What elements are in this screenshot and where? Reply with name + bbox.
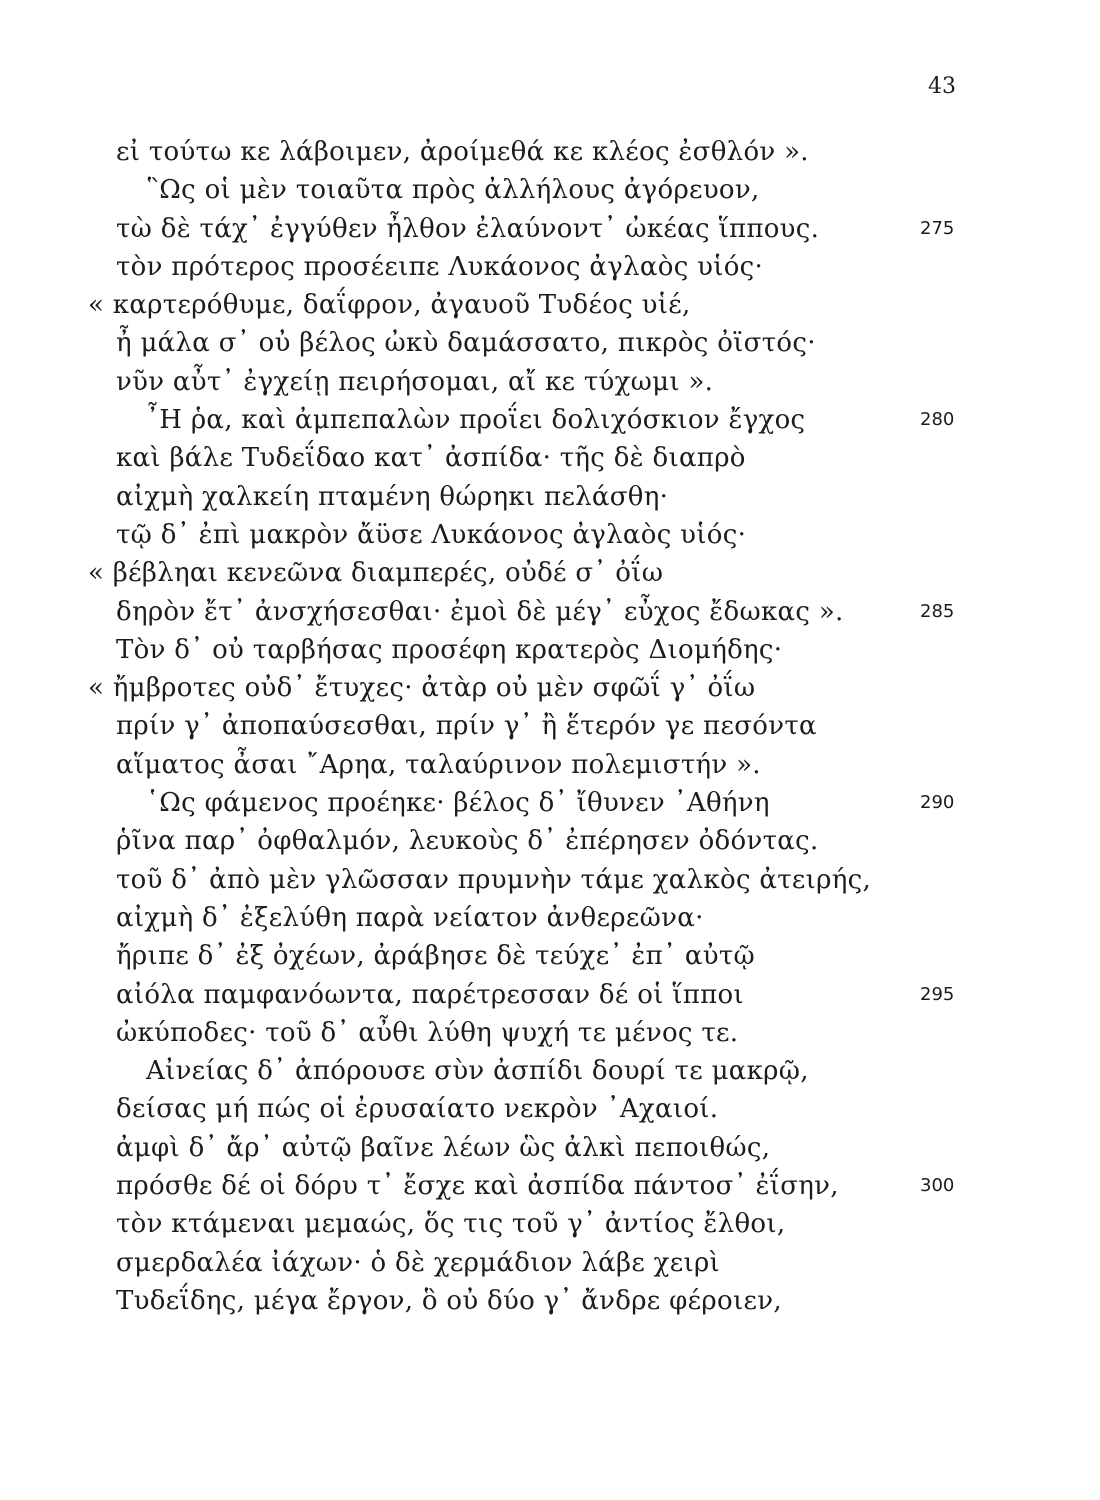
verse-text: Τὸν δ᾽ οὐ ταρβήσας προσέφη κρατερὸς Διομήδης· <box>116 634 783 665</box>
verse-line <box>0 324 1100 362</box>
line-number: 290 <box>920 792 955 814</box>
verse-text: νῦν αὖτ᾽ ἐγχείῃ πειρήσομαι, αἴ κε τύχωμι ». <box>116 366 714 397</box>
verse-line <box>0 937 1100 975</box>
verse-line <box>0 593 1100 631</box>
verse-line <box>0 631 1100 669</box>
verse-text: τῷ δ᾽ ἐπὶ μακρὸν ἄϋσε Λυκάονος ἀγλαὸς υἱός· <box>116 519 747 550</box>
verse-text: Αἰνείας δ᾽ ἀπόρουσε σὺν ἀσπίδι δουρί τε μακρῷ, <box>146 1056 809 1087</box>
verse-line <box>0 171 1100 209</box>
verse-line <box>0 363 1100 401</box>
verse-text: αἰχμὴ δ᾽ ἐξελύθη παρὰ νείατον ἀνθερεῶνα· <box>116 902 704 933</box>
verse-line <box>0 784 1100 822</box>
verse-line <box>0 669 1100 707</box>
verse-line <box>0 248 1100 286</box>
line-number: 295 <box>920 983 955 1005</box>
line-number: 275 <box>920 217 955 239</box>
verse-line <box>0 899 1100 937</box>
verse-text: τὸν κτάμεναι μεμαώς, ὅς τις τοῦ γ᾽ ἀντίος ἔλθοι, <box>116 1209 786 1240</box>
page-number: 43 <box>928 74 956 99</box>
verse-line <box>0 401 1100 439</box>
verse-line <box>0 1052 1100 1090</box>
verse-text: ἀμφὶ δ᾽ ἄρ᾽ αὐτῷ βαῖνε λέων ὣς ἀλκὶ πεποιθώς, <box>116 1132 771 1163</box>
verse-line <box>0 822 1100 860</box>
verse-text: καὶ βάλε Τυδεΐδαο κατ᾽ ἀσπίδα· τῆς δὲ διαπρὸ <box>116 443 746 474</box>
verse-text-block <box>0 133 1100 1320</box>
verse-line <box>0 707 1100 745</box>
verse-text: « καρτερόθυμε, δαΐφρον, ἀγαυοῦ Τυδέος υἱέ, <box>88 290 691 321</box>
verse-text: ῝Ως οἱ μὲν τοιαῦτα πρὸς ἀλλήλους ἀγόρευον, <box>146 175 760 206</box>
verse-text: αἰχμὴ χαλκείη πταμένη θώρηκι πελάσθη· <box>116 481 669 512</box>
verse-line <box>0 478 1100 516</box>
verse-text: ῥῖνα παρ᾽ ὀφθαλμόν, λευκοὺς δ᾽ ἐπέρησεν ὀδόντας. <box>116 826 819 857</box>
verse-line <box>0 1014 1100 1052</box>
verse-line <box>0 976 1100 1014</box>
verse-line <box>0 1129 1100 1167</box>
verse-text: ῏Η ῥα, καὶ ἀμπεπαλὼν προΐει δολιχόσκιον ἔγχος <box>146 405 806 436</box>
verse-text: ὠκύποδες· τοῦ δ᾽ αὖθι λύθη ψυχή τε μένος τε. <box>116 1017 739 1048</box>
verse-line <box>0 286 1100 324</box>
verse-text: τοῦ δ᾽ ἀπὸ μὲν γλῶσσαν πρυμνὴν τάμε χαλκὸς ἀτειρής, <box>116 864 872 895</box>
verse-text: δείσας μή πώς οἱ ἐρυσαίατο νεκρὸν ᾽Αχαιοί. <box>116 1094 719 1125</box>
verse-text: αἵματος ἆσαι ῎Αρηα, ταλαύρινον πολεμιστήν ». <box>116 749 761 780</box>
verse-line <box>0 746 1100 784</box>
verse-text: δηρὸν ἔτ᾽ ἀνσχήσεσθαι· ἐμοὶ δὲ μέγ᾽ εὖχος ἔδωκας ». <box>116 596 844 627</box>
verse-text: ἤριπε δ᾽ ἐξ ὀχέων, ἀράβησε δὲ τεύχε᾽ ἐπ᾽ αὐτῷ <box>116 941 756 972</box>
verse-line <box>0 210 1100 248</box>
verse-text: πρίν γ᾽ ἀποπαύσεσθαι, πρίν γ᾽ ἢ ἕτερόν γε πεσόντα <box>116 711 817 742</box>
verse-text: τὼ δὲ τάχ᾽ ἐγγύθεν ἦλθον ἐλαύνοντ᾽ ὠκέας ἵππους. <box>116 213 820 244</box>
verse-line <box>0 554 1100 592</box>
verse-text: εἰ τούτω κε λάβοιμεν, ἀροίμεθά κε κλέος ἐσθλόν ». <box>116 137 809 167</box>
line-number: 285 <box>920 600 955 622</box>
verse-text: ῾Ως φάμενος προέηκε· βέλος δ᾽ ἴθυνεν ᾽Αθήνη <box>146 788 770 819</box>
verse-line <box>0 1282 1100 1320</box>
verse-text: Τυδεΐδης, μέγα ἔργον, ὃ οὐ δύο γ᾽ ἄνδρε φέροιεν, <box>116 1285 782 1316</box>
verse-line <box>0 1167 1100 1205</box>
verse-text: ἦ μάλα σ᾽ οὐ βέλος ὠκὺ δαμάσσατο, πικρὸς ὀϊστός· <box>116 328 816 359</box>
verse-line <box>0 1205 1100 1243</box>
verse-text: « βέβληαι κενεῶνα διαμπερές, οὐδέ σ᾽ ὀΐω <box>88 558 664 589</box>
verse-line <box>0 439 1100 477</box>
verse-line <box>0 516 1100 554</box>
verse-line <box>0 133 1100 171</box>
verse-line <box>0 1090 1100 1128</box>
line-number: 280 <box>920 409 955 431</box>
line-number: 300 <box>920 1175 955 1197</box>
verse-text: σμερδαλέα ἰάχων· ὁ δὲ χερμάδιον λάβε χειρὶ <box>116 1247 721 1278</box>
verse-text: « ἤμβροτες οὐδ᾽ ἔτυχες· ἀτὰρ οὐ μὲν σφῶΐ γ᾽ ὀΐω <box>88 673 756 704</box>
verse-text: τὸν πρότερος προσέειπε Λυκάονος ἀγλαὸς υἱός· <box>116 251 764 282</box>
verse-line <box>0 861 1100 899</box>
verse-text: πρόσθε δέ οἱ δόρυ τ᾽ ἔσχε καὶ ἀσπίδα πάντοσ᾽ ἐΐσην, <box>116 1171 839 1202</box>
verse-line <box>0 1244 1100 1282</box>
verse-text: αἰόλα παμφανόωντα, παρέτρεσσαν δέ οἱ ἵπποι <box>116 979 744 1010</box>
